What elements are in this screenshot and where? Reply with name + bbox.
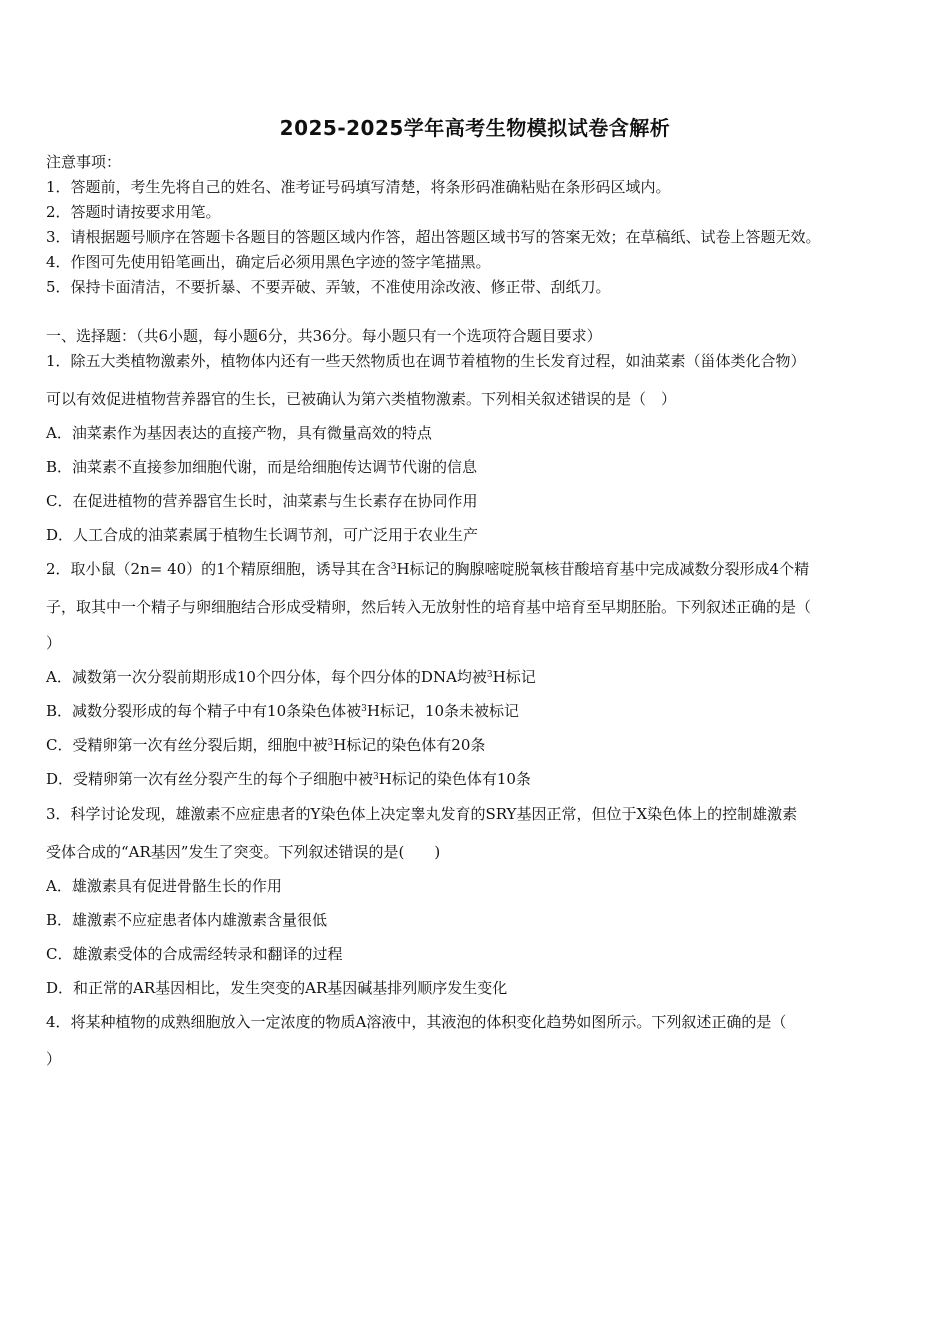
notice-item: 2．答题时请按要求用笔。 bbox=[46, 203, 221, 221]
notice-item: 5．保持卡面清洁，不要折暴、不要弄破、弄皱，不准使用涂改液、修正带、刮纸刀。 bbox=[46, 278, 611, 296]
question-2-stem: ） bbox=[46, 634, 62, 652]
question-3-stem: 3．科学讨论发现，雄激素不应症患者的Y染色体上决定睾丸发育的SRY基因正常，但位于X染色体上的控制雄激素 bbox=[46, 805, 798, 823]
notice-heading: 注意事项： bbox=[46, 153, 122, 171]
question-4-stem: 4．将某种植物的成熟细胞放入一定浓度的物质A溶液中，其液泡的体积变化趋势如图所示。下列叙述正确的是（ bbox=[46, 1013, 787, 1031]
page-title: 2025-2025学年高考生物模拟试卷含解析 bbox=[279, 116, 671, 140]
question-1-option-d: D．人工合成的油菜素属于植物生长调节剂，可广泛用于农业生产 bbox=[46, 526, 479, 544]
notice-item: 4．作图可先使用铅笔画出，确定后必须用黑色字迹的签字笔描黑。 bbox=[46, 253, 491, 271]
question-2-stem: 2．取小鼠（2n= 40）的1个精原细胞，诱导其在含$^3$H标记的胸腺嘧啶脱氧核苷酸培育基中完成减数分裂形成4个精 bbox=[46, 560, 810, 578]
question-3-option-d: D．和正常的AR基因相比，发生突变的AR基因碱基排列顺序发生变化 bbox=[46, 979, 508, 997]
question-2-option-c: C．受精卵第一次有丝分裂后期，细胞中被$^3$H标记的染色体有20条 bbox=[46, 736, 486, 754]
question-2-option-d: D．受精卵第一次有丝分裂产生的每个子细胞中被$^3$H标记的染色体有10条 bbox=[46, 770, 531, 788]
question-2-option-a: A．减数第一次分裂前期形成10个四分体，每个四分体的DNA均被$^3$H标记 bbox=[46, 668, 536, 686]
question-1-option-b: B．油菜素不直接参加细胞代谢，而是给细胞传达调节代谢的信息 bbox=[46, 458, 478, 476]
question-1-option-a: A．油菜素作为基因表达的直接产物，具有微量高效的特点 bbox=[46, 424, 432, 442]
question-3-option-b: B．雄激素不应症患者体内雄激素含量很低 bbox=[46, 911, 328, 929]
question-3-option-a: A．雄激素具有促进骨骼生长的作用 bbox=[46, 877, 282, 895]
notice-item: 3．请根据题号顺序在答题卡各题目的答题区域内作答，超出答题区域书写的答案无效；在草稿纸、试卷上答题无效。 bbox=[46, 228, 821, 246]
question-1-stem: 1．除五大类植物激素外，植物体内还有一些天然物质也在调节着植物的生长发育过程，如油菜素（甾体类化合物） bbox=[46, 352, 806, 370]
notice-item: 1．答题前，考生先将自己的姓名、准考证号码填写清楚，将条形码准确粘贴在条形码区域内。 bbox=[46, 178, 671, 196]
question-2-option-b: B．减数分裂形成的每个精子中有10条染色体被$^3$H标记，10条未被标记 bbox=[46, 702, 520, 720]
section-heading: 一、选择题：（共6小题，每小题6分，共36分。每小题只有一个选项符合题目要求） bbox=[46, 327, 602, 345]
question-3-stem: 受体合成的“AR基因”发生了突变。下列叙述错误的是( ) bbox=[46, 843, 441, 861]
question-3-option-c: C．雄激素受体的合成需经转录和翻译的过程 bbox=[46, 945, 343, 963]
question-4-stem: ） bbox=[46, 1050, 62, 1068]
question-1-option-c: C．在促进植物的营养器官生长时，油菜素与生长素存在协同作用 bbox=[46, 492, 478, 510]
question-1-stem: 可以有效促进植物营养器官的生长，已被确认为第六类植物激素。下列相关叙述错误的是（ ） bbox=[46, 390, 677, 408]
question-2-stem: 子，取其中一个精子与卵细胞结合形成受精卵，然后转入无放射性的培育基中培育至早期胚胎。下列叙述正确的是（ bbox=[46, 598, 812, 616]
